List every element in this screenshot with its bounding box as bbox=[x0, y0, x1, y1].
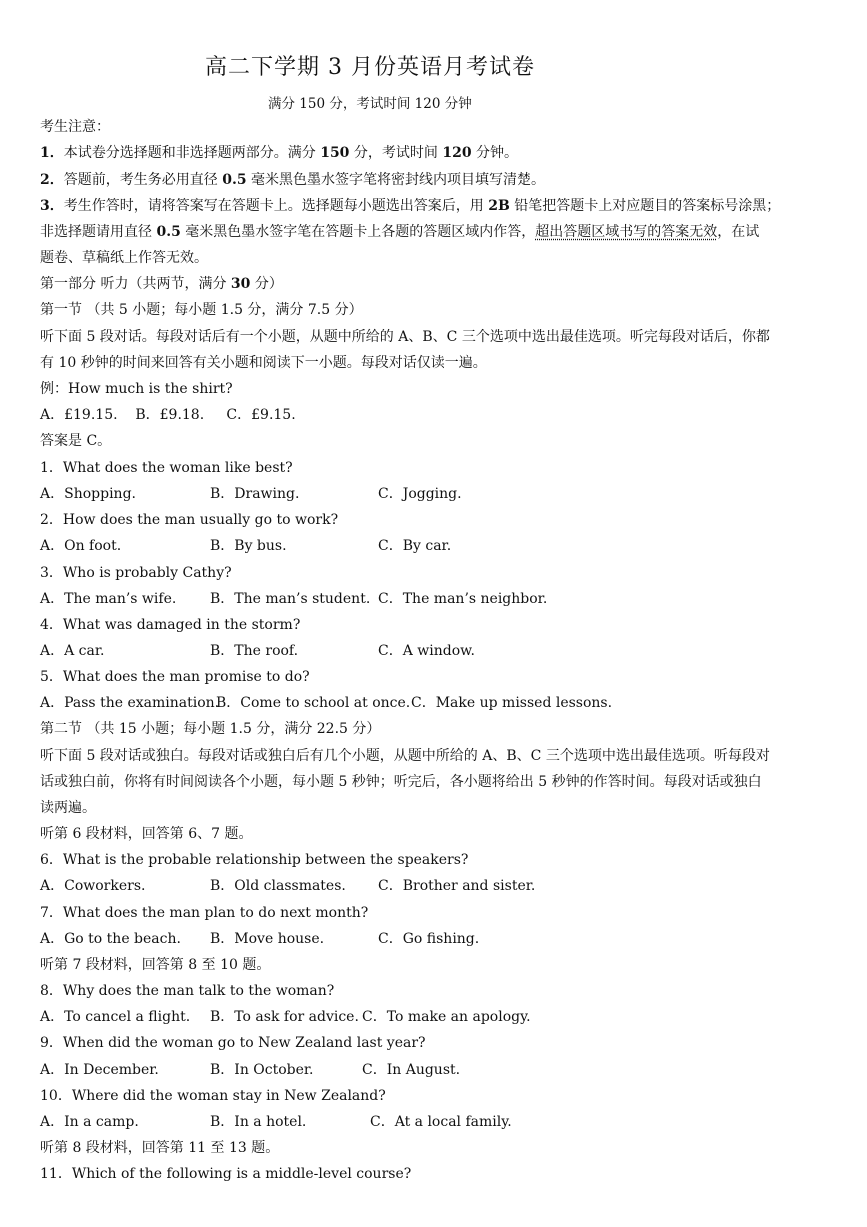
question-4: 4．What was damaged in the storm? bbox=[40, 617, 301, 633]
option-c: C．Go fishing. bbox=[378, 931, 480, 947]
part1-heading-text: 第一部分 听力（共两节，满分 bbox=[40, 276, 231, 292]
option-a: A．In a camp. bbox=[40, 1114, 139, 1130]
option-c: C．A window. bbox=[378, 643, 475, 659]
notice-item-3-l2-text: 非选择题请用直径 bbox=[40, 224, 157, 240]
question-3: 3．Who is probably Cathy? bbox=[40, 565, 232, 581]
section1-instr-2: 有 10 秒钟的时间来回答有关小题和阅读下一小题。每段对话仅读一遍。 bbox=[40, 355, 487, 371]
question-11: 11．Which of the following is a middle-level course? bbox=[40, 1166, 412, 1182]
question-7-options bbox=[40, 930, 840, 948]
section1-instr-1: 听下面 5 段对话。每段对话后有一个小题，从题中所给的 A、B、C 三个选项中选出最佳选项。听完每段对话后，你都 bbox=[40, 329, 770, 345]
notice-item-2-num: 2． bbox=[40, 172, 64, 188]
notice-item-3-l2-size: 0.5 bbox=[156, 224, 181, 240]
notice-item-1-time: 120 bbox=[442, 145, 472, 161]
notice-item-1 bbox=[40, 144, 518, 162]
notice-item-3-l2-text2: 毫米黑色墨水签字笔在答题卡上各题的答题区域内作答， bbox=[180, 224, 536, 240]
page-subtitle: 满分 150 分，考试时间 120 分钟 bbox=[268, 96, 472, 112]
notice-item-3-line3: 题卷、草稿纸上作答无效。 bbox=[40, 250, 208, 266]
question-7: 7．What does the man plan to do next month? bbox=[40, 905, 369, 921]
question-4-options bbox=[40, 642, 840, 660]
question-1-options bbox=[40, 485, 840, 503]
notice-item-1-num: 1． bbox=[40, 145, 64, 161]
part1-heading bbox=[40, 275, 283, 293]
question-5-options bbox=[40, 694, 840, 712]
option-b: B．Come to school at once. bbox=[216, 695, 411, 711]
option-c: C．At a local family. bbox=[370, 1114, 512, 1130]
material-7-heading: 听第 7 段材料，回答第 8 至 10 题。 bbox=[40, 957, 271, 973]
part1-heading-score: 30 bbox=[230, 276, 251, 292]
notice-item-3-line2 bbox=[40, 223, 759, 241]
section2-instr-1: 听下面 5 段对话或独白。每段对话或独白后有几个小题，从题中所给的 A、B、C 三个选项中选出最佳选项。听每段对 bbox=[40, 748, 770, 764]
notice-item-2-text: 答题前，考生务必用直径 bbox=[63, 172, 223, 188]
question-5: 5．What does the man promise to do? bbox=[40, 669, 310, 685]
notice-item-1-score: 150 bbox=[320, 145, 350, 161]
question-3-options bbox=[40, 590, 840, 608]
section1-heading: 第一节 （共 5 小题；每小题 1.5 分，满分 7.5 分） bbox=[40, 302, 363, 318]
notice-item-2 bbox=[40, 171, 545, 189]
question-8-options bbox=[40, 1008, 840, 1026]
material-8-heading: 听第 8 段材料，回答第 11 至 13 题。 bbox=[40, 1140, 280, 1156]
notice-item-3-text2: 铅笔把答题卡上对应题目的答案标号涂黑； bbox=[509, 198, 781, 214]
question-10: 10．Where did the woman stay in New Zealand? bbox=[40, 1088, 386, 1104]
question-9-options bbox=[40, 1061, 840, 1079]
notice-item-2-size: 0.5 bbox=[222, 172, 247, 188]
option-c: C．By car. bbox=[378, 538, 452, 554]
option-a: A．A car. bbox=[40, 643, 105, 659]
example-answer: 答案是 C。 bbox=[40, 433, 112, 449]
option-a: A．On foot. bbox=[40, 538, 122, 554]
notice-item-3-l2-text3: ，在试 bbox=[717, 224, 760, 240]
option-b: B．The roof. bbox=[210, 643, 299, 659]
option-c: C．Jogging. bbox=[378, 486, 462, 502]
question-2-options bbox=[40, 537, 840, 555]
option-c: C．To make an apology. bbox=[362, 1009, 531, 1025]
option-b: B．The man’s student. bbox=[210, 591, 371, 607]
option-a: A．In December. bbox=[40, 1062, 159, 1078]
section2-heading: 第二节 （共 15 小题；每小题 1.5 分，满分 22.5 分） bbox=[40, 721, 381, 737]
option-b: B．In a hotel. bbox=[210, 1114, 307, 1130]
notice-item-2-text2: 毫米黑色墨水签字笔将密封线内项目填写清楚。 bbox=[246, 172, 546, 188]
notice-item-3 bbox=[40, 197, 780, 215]
question-6: 6．What is the probable relationship between the speakers? bbox=[40, 852, 469, 868]
option-c: C．Make up missed lessons. bbox=[411, 695, 613, 711]
question-8: 8．Why does the man talk to the woman? bbox=[40, 983, 335, 999]
option-a: A．Coworkers. bbox=[40, 878, 146, 894]
notice-item-1-text2: 分，考试时间 bbox=[349, 145, 443, 161]
option-b: B．Old classmates. bbox=[210, 878, 346, 894]
question-10-options bbox=[40, 1113, 840, 1131]
material-6-heading: 听第 6 段材料，回答第 6、7 题。 bbox=[40, 826, 253, 842]
part1-heading-text2: 分） bbox=[250, 276, 283, 292]
question-9: 9．When did the woman go to New Zealand last year? bbox=[40, 1035, 426, 1051]
page-title: 高二下学期 3 月份英语月考试卷 bbox=[205, 55, 535, 80]
notice-heading: 考生注意： bbox=[40, 119, 110, 135]
option-c: C．In August. bbox=[362, 1062, 461, 1078]
example-question: 例：How much is the shirt? bbox=[40, 381, 233, 397]
notice-item-1-text: 本试卷分选择题和非选择题两部分。满分 bbox=[63, 145, 321, 161]
option-a: A．The man’s wife. bbox=[40, 591, 177, 607]
option-c: C．Brother and sister. bbox=[378, 878, 536, 894]
notice-item-3-l2-emph: 超出答题区域书写的答案无效 bbox=[535, 224, 718, 240]
section2-instr-3: 读两遍。 bbox=[40, 800, 96, 816]
section2-instr-2: 话或独白前，你将有时间阅读各个小题，每小题 5 秒钟；听完后，各小题将给出 5 秒钟的作答时间。每段对话或独白 bbox=[40, 774, 762, 790]
option-b: B．By bus. bbox=[210, 538, 287, 554]
option-a: A．Go to the beach. bbox=[40, 931, 181, 947]
option-c: C．The man’s neighbor. bbox=[378, 591, 548, 607]
notice-item-3-pencil: 2B bbox=[488, 198, 510, 214]
notice-item-3-text: 考生作答时，请将答案写在答题卡上。选择题每小题选出答案后，用 bbox=[63, 198, 489, 214]
question-6-options bbox=[40, 877, 840, 895]
option-a: A．To cancel a flight. bbox=[40, 1009, 191, 1025]
option-b: B．In October. bbox=[210, 1062, 314, 1078]
option-b: B．Move house. bbox=[210, 931, 325, 947]
question-1: 1．What does the woman like best? bbox=[40, 460, 293, 476]
notice-item-1-text3: 分钟。 bbox=[471, 145, 519, 161]
option-b: B．To ask for advice. bbox=[210, 1009, 359, 1025]
option-a: A．Shopping. bbox=[40, 486, 136, 502]
option-a: A．Pass the examination. bbox=[40, 695, 220, 711]
option-b: B．Drawing. bbox=[210, 486, 300, 502]
example-options: A．£19.15. B．£9.18. C．£9.15. bbox=[40, 407, 296, 423]
question-2: 2．How does the man usually go to work? bbox=[40, 512, 339, 528]
notice-item-3-num: 3． bbox=[40, 198, 64, 214]
